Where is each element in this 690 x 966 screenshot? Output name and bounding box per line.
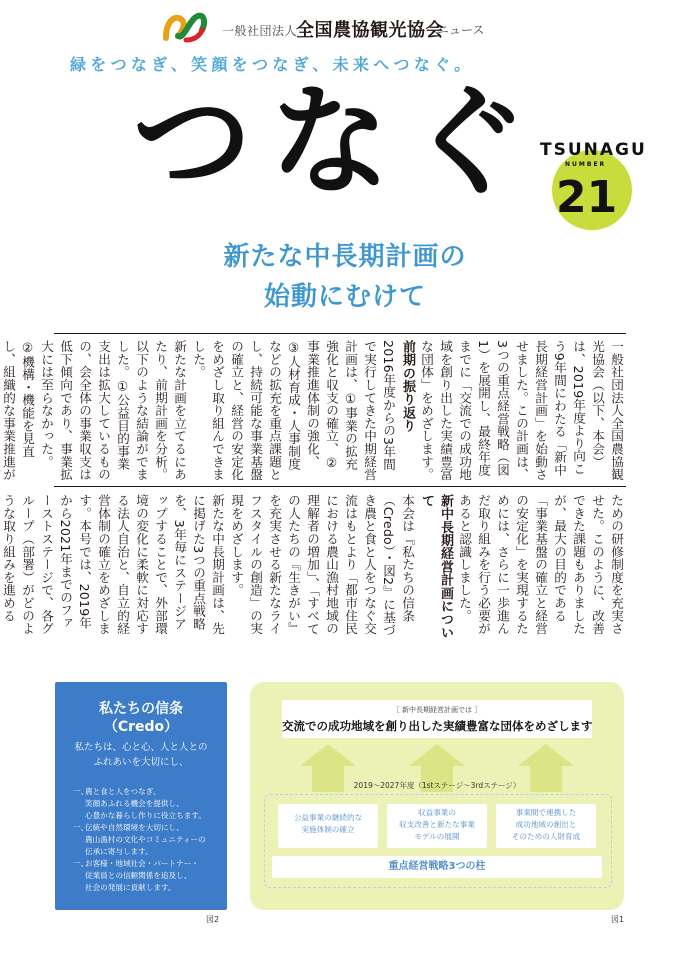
strategy-pillar-2 — [387, 804, 487, 848]
masthead-title: つなぐ — [132, 71, 546, 212]
section-heading: 前期の振り返り — [400, 340, 415, 433]
pillar-line: モデルの展開 — [414, 832, 460, 841]
org-suffix: ニュース — [437, 23, 485, 37]
pillar-line: 収益事業の — [418, 808, 456, 817]
credo-item — [73, 858, 223, 894]
number-label: NUMBER — [565, 161, 607, 168]
article-paragraph: 新たな計画を立てるにあたり、前期計画を分析。以下のような結論がでました。①公益目的事業支出は拡大しているものの、会全体の事業収支は低下傾向であり、事業拡大には至らなかった。②機構・機能を見直し、組織的な事業推進が — [1, 340, 187, 481]
credo-item-line: 伝統や自然環境を大切にし、 — [85, 823, 184, 832]
article-paragraph: 新たな中長期計画は、先に掲げた3つの重点戦略を、3年毎にステージアップすることで、外部環境の変化に柔軟に対応する法人自治と、自立的経営体制の確立をめざします。本号では、2019年から2021年までのファーストステージで、各グループ（部署）がどのような取り組みを進める — [1, 494, 225, 635]
credo-item — [73, 822, 223, 858]
org-prefix: 一般社団法人 — [222, 24, 298, 38]
credo-title: 私たちの信条 — [99, 701, 183, 717]
goal-banner-text: 交流での成功地域を創り出した実績豊富な団体をめざします — [282, 719, 593, 733]
credo-item-dash: 一、 — [73, 787, 89, 796]
credo-item-line: 伝承に寄与します。 — [85, 847, 153, 856]
pillar-line: 事業間で連携した — [515, 808, 577, 817]
credo-item-line: 農山漁村の文化やコミュニティーの — [85, 835, 206, 844]
headline-line-1: 新たな中長期計画の — [223, 242, 467, 272]
credo-item-line: 笑顔あふれる機会を提供し、 — [85, 799, 184, 808]
foundation-bar: 重点経営戦略3つの柱 — [272, 856, 602, 878]
figure-1-label: 図1 — [611, 915, 625, 924]
article-lower-block — [1, 494, 626, 640]
credo-item-dash: 一、 — [73, 823, 89, 832]
pillar-line: 実施体制の確立 — [301, 825, 355, 834]
article-paragraph: 本会は『私たちの信条（Credo）・図2』に基づき農と食と人をつなぐ交流はもとより「都市住民における農山漁村地域の理解者の増加」、「すべての人たちの『生きがい』を充実させる新たなライフスタイルの創造」の実現をめざします。 — [229, 494, 415, 637]
credo-motto-line: 私たちは、心と心、人と人との — [74, 742, 208, 753]
ribbon-logo-icon — [160, 10, 210, 44]
article-paragraph: 2016年度からの3年間で実行してきた中期経営計画は、①事業の拡充強化と収支の確立、②事業推進体制の強化、③人材育成・人事制度などの拡充を重点課題とし、持続可能な事業基盤の確立と、経営の安定化をめざし取り組んできました。 — [191, 340, 396, 481]
article-paragraph: 一般社団法人全国農協観光協会（以下、本会）は、2019年度より向こう9年間にわたる「新中長期経営計画」を始動させました。この計画は、3つの重点経営戦略（図1）を展開し、最終年度までに「交流での成功地域を創り出した実績豊富な団体」をめざします。 — [419, 340, 624, 481]
section-heading: 新中長期経営計画について — [419, 494, 453, 640]
article-upper-block — [1, 340, 626, 482]
credo-item — [73, 786, 223, 822]
pillar-line: そのための人財育成 — [511, 832, 581, 841]
stage-period-label: 2019～2027年度（1stステージ～3rdステージ） — [353, 781, 521, 790]
figure-2-label: 図2 — [206, 915, 220, 924]
issue-number: 21 — [556, 172, 618, 223]
pillar-line: 収支改善と新たな事業 — [399, 820, 475, 829]
org-name: 全国農協観光協会 — [296, 20, 444, 41]
credo-subtitle: （Credo） — [103, 719, 179, 735]
credo-motto — [55, 740, 227, 770]
article-paragraph: ための研修制度を充実させた。このように、改善できた課題もありましたが、最大の目的である「事業基盤の確立と経営の安定化」を実現するためには、さらに一歩進んだ取り組みを行う必要があると認識しました。 — [457, 494, 624, 635]
credo-item-line: 従業員との信頼関係を追及し、 — [85, 871, 192, 880]
headline-line-2: 始動にむけて — [263, 282, 426, 312]
headline — [130, 237, 560, 317]
credo-panel — [55, 682, 227, 910]
credo-motto-line: ふれあいを大切にし、 — [93, 757, 189, 768]
pillar-line: 成功地域の創出と — [515, 820, 577, 829]
goal-banner-caption: ［ 新中長期経営計画では ］ — [392, 706, 482, 714]
masthead-romanized: TSUNAGU — [540, 140, 647, 160]
pillar-line: 公益事業の継続的な — [293, 813, 363, 822]
credo-item-line: 社会の発展に貢献します。 — [85, 883, 176, 892]
strategy-diagram — [250, 682, 624, 910]
strategy-pillar-3 — [496, 804, 596, 848]
slogan: 緑をつなぎ、笑顔をつなぎ、未来へつなぐ。 — [70, 55, 475, 74]
credo-item-line: 心豊かな暮らし作りに役立ちます。 — [85, 811, 206, 820]
credo-item-line: お客様・地域社会・パートナー・ — [85, 859, 199, 868]
strategy-pillar-1 — [278, 804, 378, 848]
goal-banner — [282, 700, 592, 738]
credo-item-dash: 一、 — [73, 859, 89, 868]
article-mid-rule — [54, 486, 626, 487]
article-top-rule — [54, 333, 626, 334]
credo-item-line: 農と食と人をつなぎ、 — [85, 787, 161, 796]
